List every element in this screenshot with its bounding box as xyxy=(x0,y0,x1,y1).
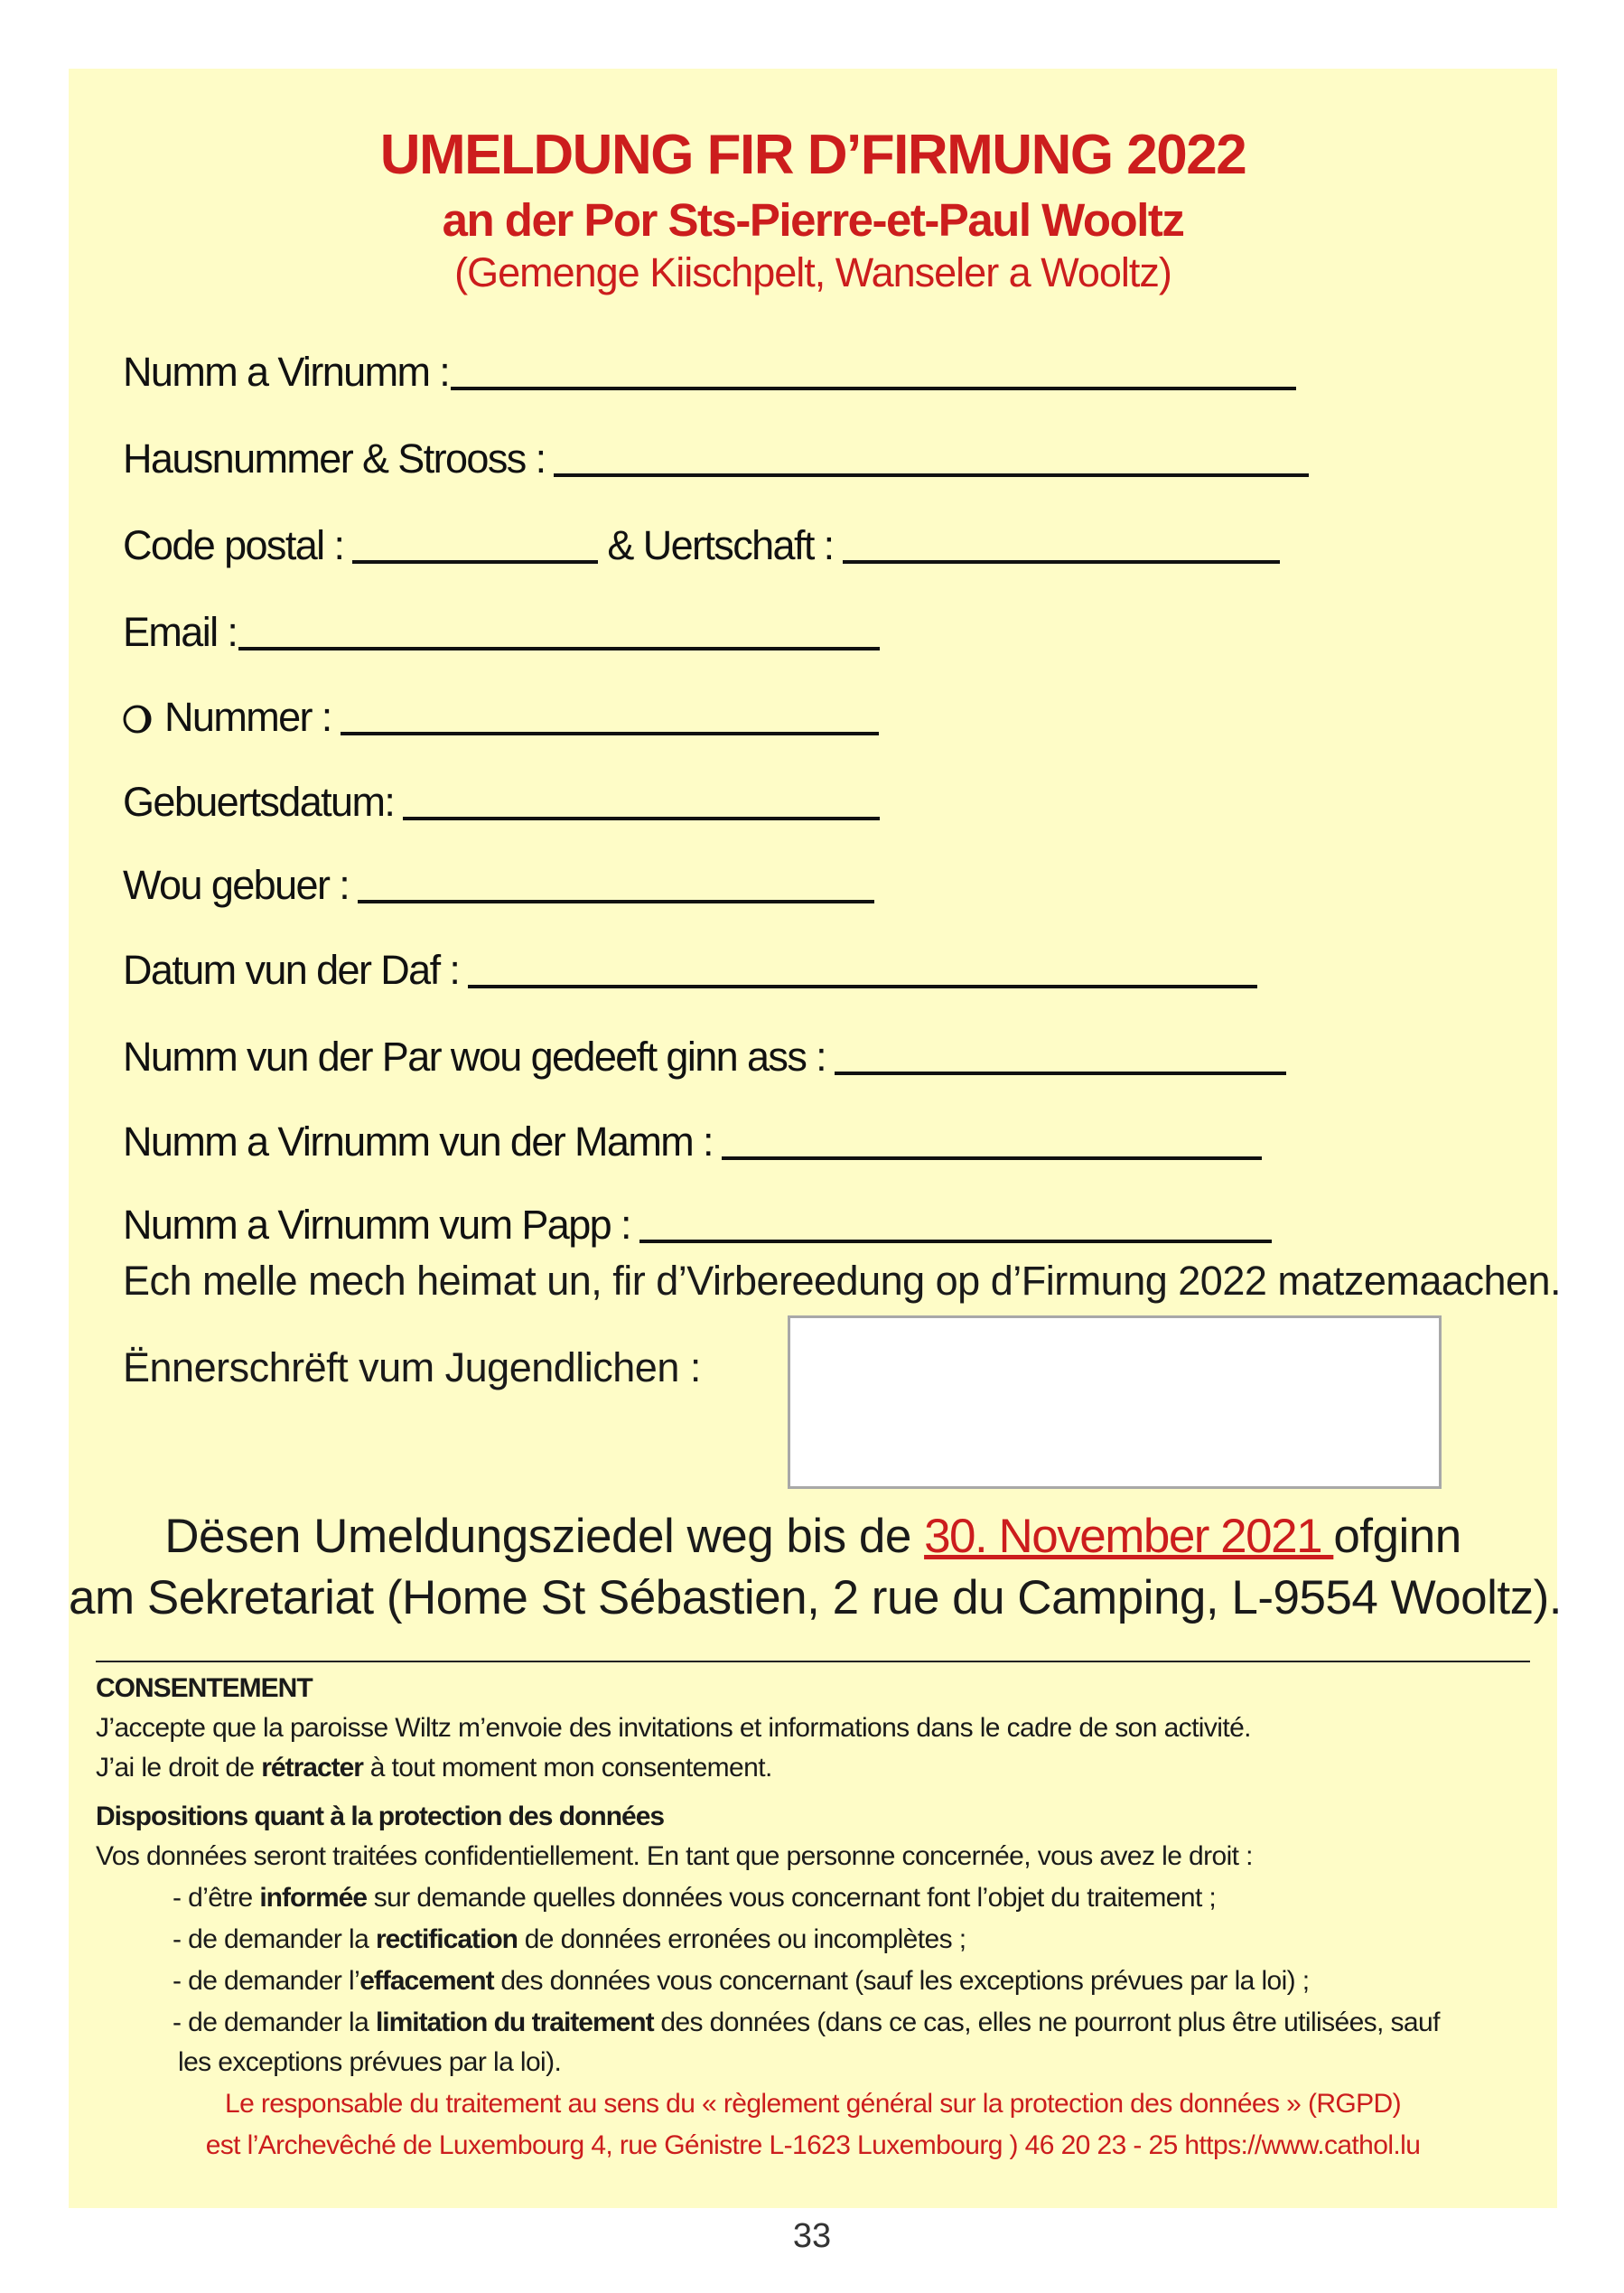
field-name-line[interactable] xyxy=(451,387,1296,390)
field-father-line[interactable] xyxy=(639,1240,1272,1243)
privacy-item-after: de données erronées ou incomplètes ; xyxy=(517,1924,966,1954)
privacy-item xyxy=(173,2008,1440,2038)
field-name xyxy=(123,340,1296,394)
field-baptism-parish xyxy=(123,1025,1286,1079)
field-phone-label: Nummer : xyxy=(164,694,331,740)
field-baptism-date-label: Datum vun der Daf : xyxy=(123,947,460,993)
responsible-line-1: Le responsable du traitement au sens du « règlement général sur la protection des données » (RGPD) xyxy=(225,2089,1401,2119)
privacy-item xyxy=(173,1883,1216,1914)
privacy-intro: Vos données seront traitées confidentiellement. En tant que personne concernée, vous avez le droit : xyxy=(96,1841,1253,1871)
privacy-item-before: - de demander l’ xyxy=(173,1966,360,1996)
privacy-heading: Dispositions quant à la protection des données xyxy=(96,1802,665,1831)
consent-line-2-after: à tout moment mon consentement. xyxy=(362,1753,772,1783)
form-title: UMELDUNG FIR D’FIRMUNG 2022 xyxy=(379,124,1246,186)
deadline-text-before: Dësen Umeldungsziedel weg bis de xyxy=(164,1510,925,1563)
deadline-line-2: am Sekretariat (Home St Sébastien, 2 rue du Camping, L-9554 Wooltz). xyxy=(69,1571,1562,1624)
field-name-label: Numm a Virnumm : xyxy=(123,349,450,395)
field-birthplace-label: Wou gebuer : xyxy=(123,862,350,908)
privacy-item-bold: effacement xyxy=(359,1966,494,1996)
signature-label: Ënnerschrëft vum Jugendlichen : xyxy=(123,1344,701,1390)
field-street xyxy=(123,426,1309,481)
responsible-line-2: est l’Archevêché de Luxembourg 4, rue Génistre L-1623 Luxembourg ) 46 20 23 - 25 https://www.cathol.lu xyxy=(205,2130,1421,2160)
consent-line-2 xyxy=(96,1753,772,1783)
privacy-item-bold: limitation du traitement xyxy=(375,2008,654,2037)
privacy-item-continuation: les exceptions prévues par la loi). xyxy=(178,2047,562,2077)
field-phone-line[interactable] xyxy=(341,732,879,735)
field-postal-label: Code postal : xyxy=(123,522,344,568)
field-mother-line[interactable] xyxy=(722,1156,1262,1160)
field-mother xyxy=(123,1109,1262,1164)
privacy-item-after: des données (dans ce cas, elles ne pourront plus être utilisées, sauf xyxy=(653,2008,1440,2037)
field-email-label: Email : xyxy=(123,609,238,655)
consent-line-2-bold: rétracter xyxy=(261,1753,363,1783)
field-street-line[interactable] xyxy=(554,473,1309,477)
field-email-line[interactable] xyxy=(238,647,880,650)
consent-line-1: J’accepte que la paroisse Wiltz m’envoie des invitations et informations dans le cadre de son activité. xyxy=(96,1713,1251,1743)
field-locality-line[interactable] xyxy=(843,560,1280,564)
privacy-item-before: - de demander la xyxy=(173,2008,376,2037)
field-postal-line[interactable] xyxy=(352,560,598,564)
signature-box[interactable] xyxy=(788,1315,1442,1489)
field-birthdate-label: Gebuertsdatum: xyxy=(123,779,395,825)
field-mother-label: Numm a Virnumm vun der Mamm : xyxy=(123,1118,713,1165)
field-locality-label: & Uertschaft : xyxy=(607,522,834,568)
field-baptism-parish-label: Numm vun der Par wou gedeeft ginn ass : xyxy=(123,1034,826,1080)
privacy-item-bold: rectification xyxy=(375,1924,518,1954)
phone-icon xyxy=(123,705,152,734)
field-birthdate-line[interactable] xyxy=(403,817,880,820)
field-birthplace-line[interactable] xyxy=(358,900,874,903)
privacy-item xyxy=(173,1924,966,1955)
deadline-text-after: ofginn xyxy=(1333,1510,1461,1563)
field-father xyxy=(123,1193,1272,1247)
field-birthdate xyxy=(123,770,880,824)
form-panel xyxy=(69,69,1562,2208)
field-street-label: Hausnummer & Strooss : xyxy=(123,435,546,482)
privacy-item-before: - de demander la xyxy=(173,1924,376,1954)
field-phone xyxy=(123,685,879,739)
privacy-item xyxy=(173,1966,1310,1997)
privacy-item-bold: informée xyxy=(259,1883,368,1913)
field-father-label: Numm a Virnumm vum Papp : xyxy=(123,1202,630,1248)
privacy-item-after: des données vous concernant (sauf les exceptions prévues par la loi) ; xyxy=(493,1966,1310,1996)
deadline-date: 30. November 2021 xyxy=(924,1510,1334,1563)
field-email xyxy=(123,600,880,654)
consent-heading: CONSENTEMENT xyxy=(96,1673,313,1703)
page-number: 33 xyxy=(792,2217,832,2255)
deadline-line-1 xyxy=(69,1509,1557,1564)
form-communes: (Gemenge Kiischpelt, Wanseler a Wooltz) xyxy=(454,249,1171,295)
declaration-text: Ech melle mech heimat un, fir d’Virbereedung op d’Firmung 2022 matzemaachen. xyxy=(123,1258,1562,1304)
field-postal-locality xyxy=(123,513,1280,567)
privacy-item-after: sur demande quelles données vous concernant font l’objet du traitement ; xyxy=(367,1883,1217,1913)
privacy-item-before: - d’être xyxy=(173,1883,260,1913)
field-birthplace xyxy=(123,853,874,907)
field-baptism-date-line[interactable] xyxy=(468,985,1257,988)
consent-line-2-before: J’ai le droit de xyxy=(96,1753,262,1783)
field-baptism-parish-line[interactable] xyxy=(835,1072,1286,1075)
separator-line xyxy=(96,1661,1530,1662)
form-subtitle: an der Por Sts-Pierre-et-Paul Wooltz xyxy=(442,194,1184,246)
field-baptism-date xyxy=(123,938,1257,992)
